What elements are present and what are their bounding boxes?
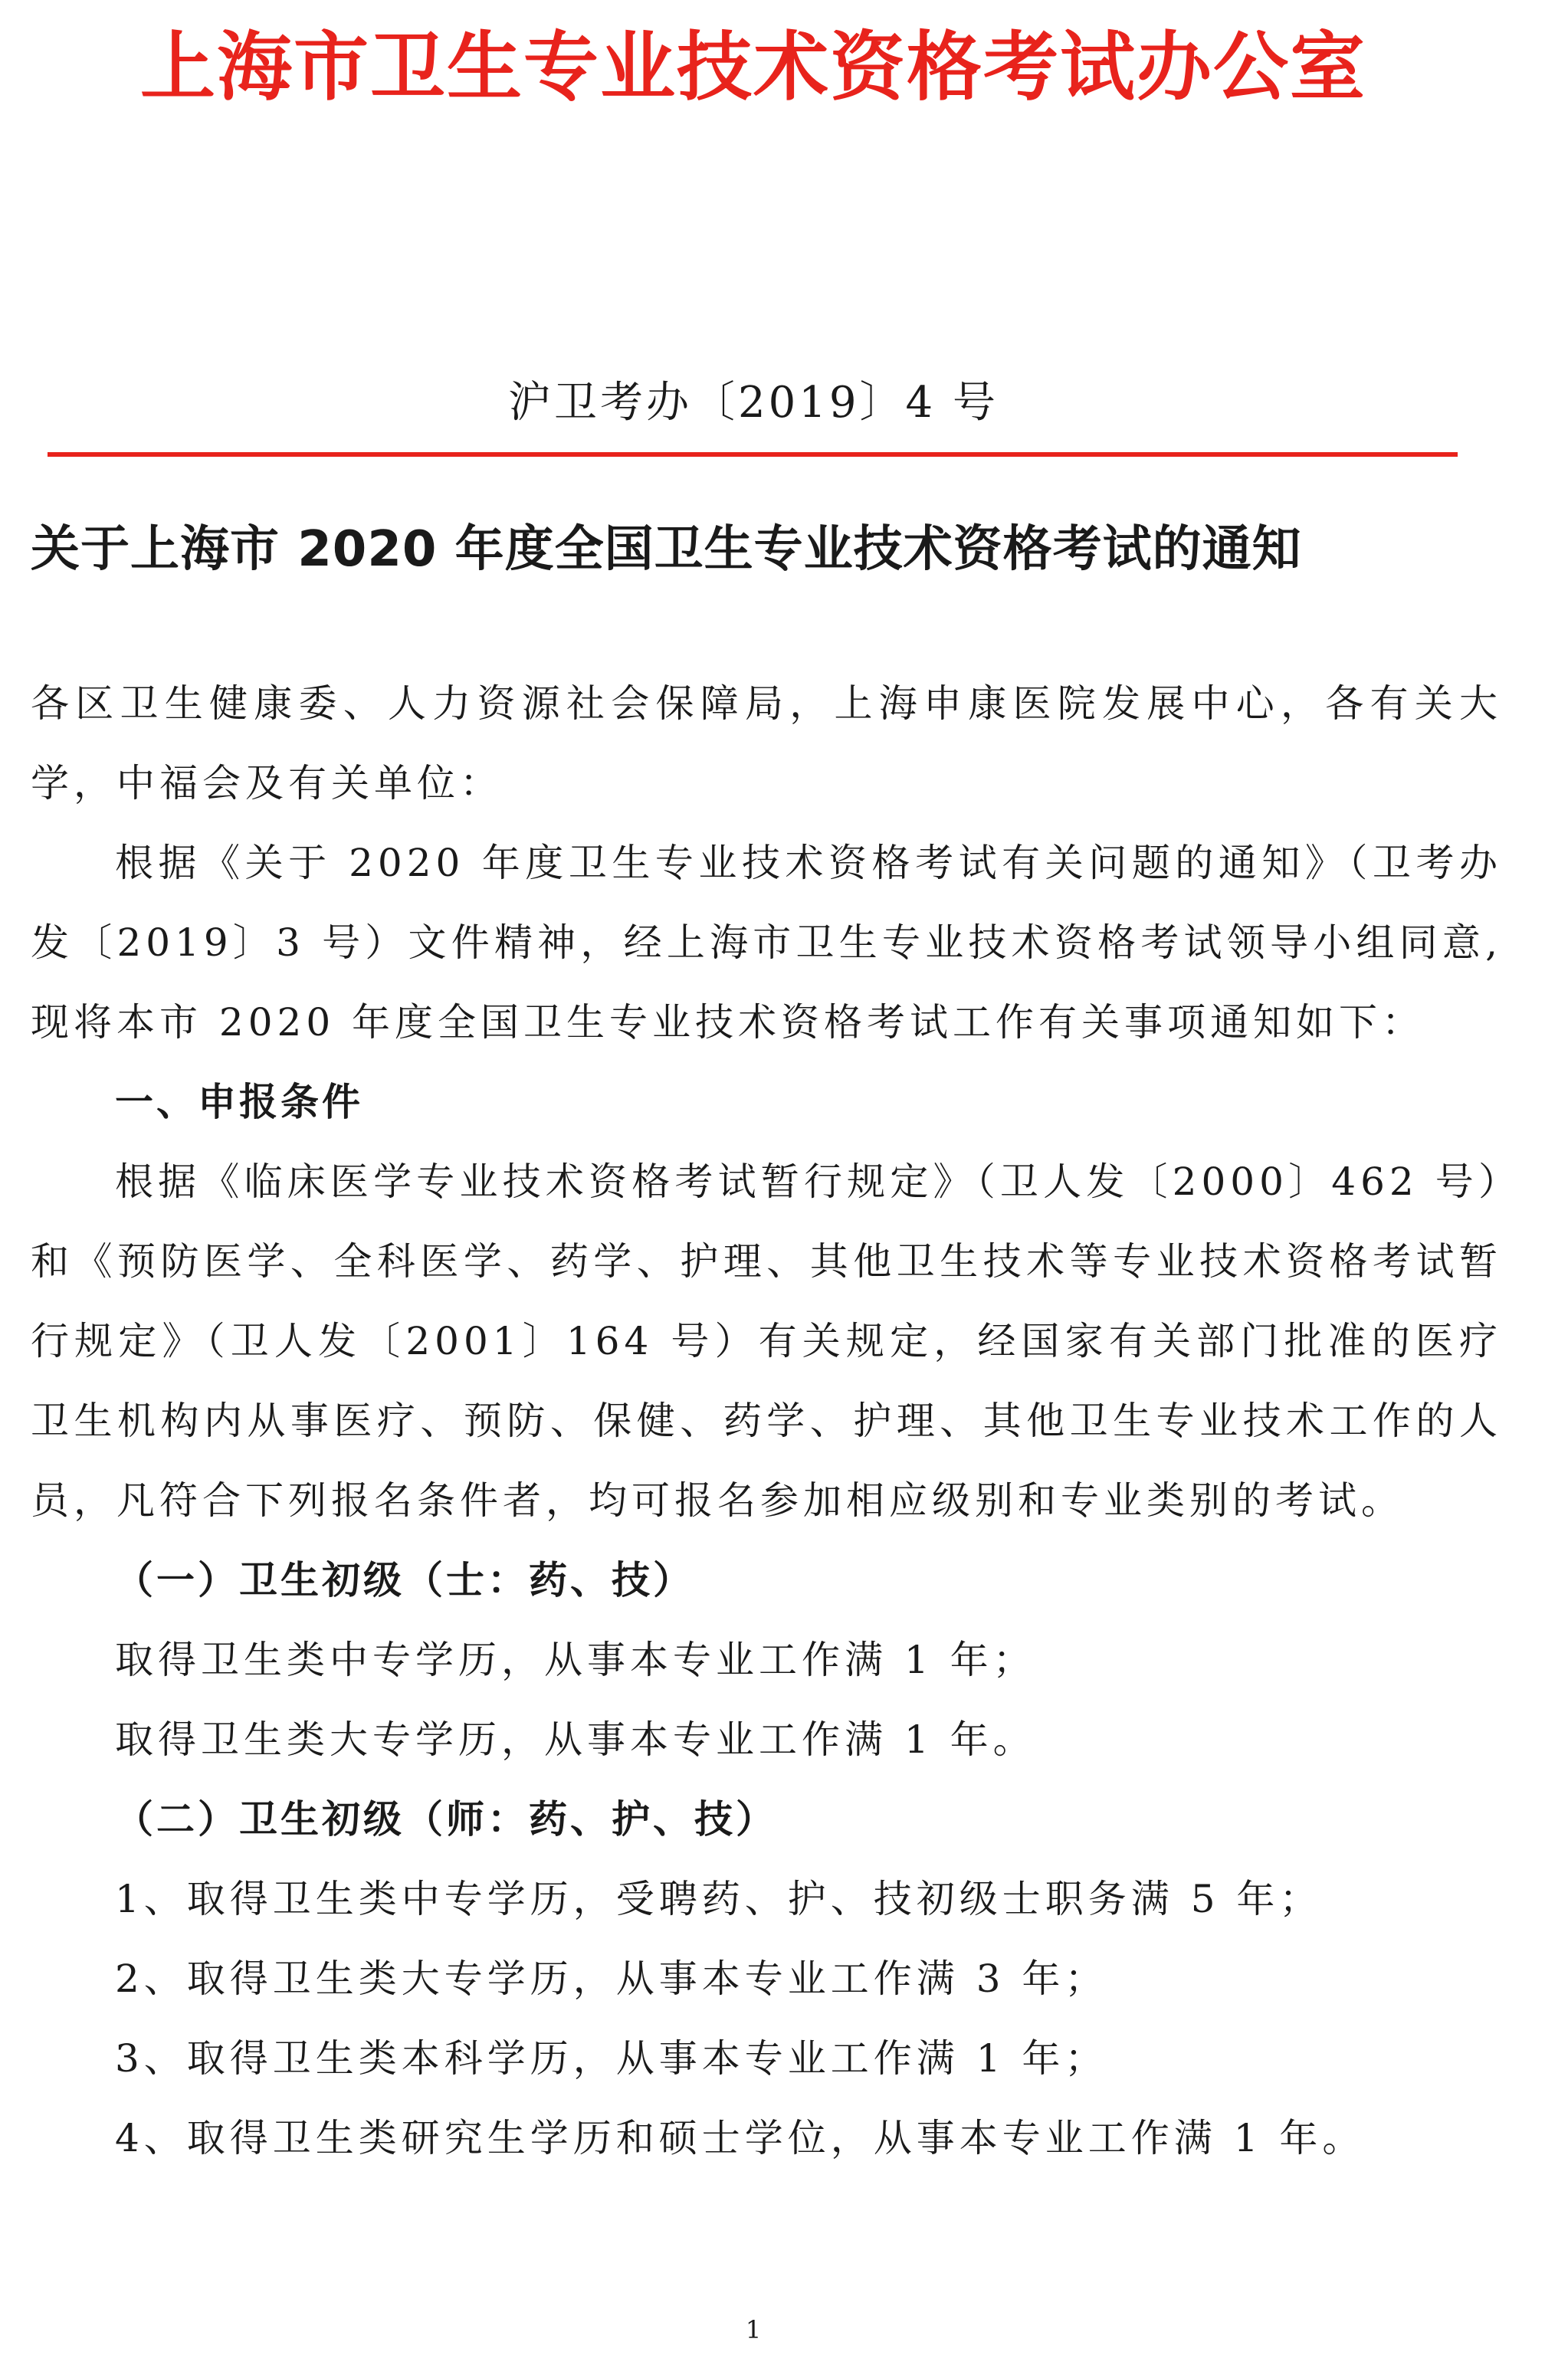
list-item: 1、取得卫生类中专学历，受聘药、护、技初级士职务满 5 年；	[115, 1877, 1323, 1921]
notice-body	[31, 664, 1502, 2178]
red-divider-line	[48, 452, 1458, 457]
notice-title: 关于上海市 2020 年度全国卫生专业技术资格考试的通知	[31, 521, 1302, 578]
eligibility-paragraph: 根据《临床医学专业技术资格考试暂行规定》（卫人发〔2000〕462 号）和《预防医学、全科医学、药学、护理、其他卫生技术等专业技术资格考试暂行规定》（卫人发〔2001〕164 号）有关规定，经国家有关部门批准的医疗卫生机构内从事医疗、预防、保健、药学、护理、其他卫生专业技术工作的人员，凡符合下列报名条件者，均可报名参加相应级别和专业类别的考试。	[31, 1160, 1502, 1523]
list-item: 3、取得卫生类本科学历，从事本专业工作满 1 年；	[115, 2036, 1108, 2081]
salutation: 各区卫生健康委、人力资源社会保障局，上海申康医院发展中心，各有关大学，中福会及有关单位：	[31, 681, 1502, 805]
list-item: 取得卫生类大专学历，从事本专业工作满 1 年。	[115, 1717, 1036, 1762]
list-item: 2、取得卫生类大专学历，从事本专业工作满 3 年；	[115, 1957, 1108, 2001]
document-number: 沪卫考办〔2019〕4 号	[508, 378, 999, 428]
list-item: 取得卫生类中专学历，从事本专业工作满 1 年；	[115, 1638, 1036, 1682]
section-heading-eligibility: 一、申报条件	[115, 1080, 363, 1124]
list-item: 4、取得卫生类研究生学历和硕士学位，从事本专业工作满 1 年。	[115, 2116, 1366, 2160]
subsection-heading-junior-shi: （一）卫生初级（士：药、技）	[115, 1558, 694, 1602]
intro-paragraph: 根据《关于 2020 年度卫生专业技术资格考试有关问题的通知》（卫考办发〔2019〕3 号）文件精神，经上海市卫生专业技术资格考试领导小组同意,现将本市 2020 年度全国卫生专业技术资格考试工作有关事项通知如下：	[31, 841, 1502, 1045]
subsection-heading-junior-shi-2: （二）卫生初级（师：药、护、技）	[115, 1797, 777, 1842]
red-divider-rule	[48, 452, 1458, 457]
page-number: 1	[745, 2315, 762, 2344]
masthead-title: 上海市卫生专业技术资格考试办公室	[139, 24, 1366, 111]
